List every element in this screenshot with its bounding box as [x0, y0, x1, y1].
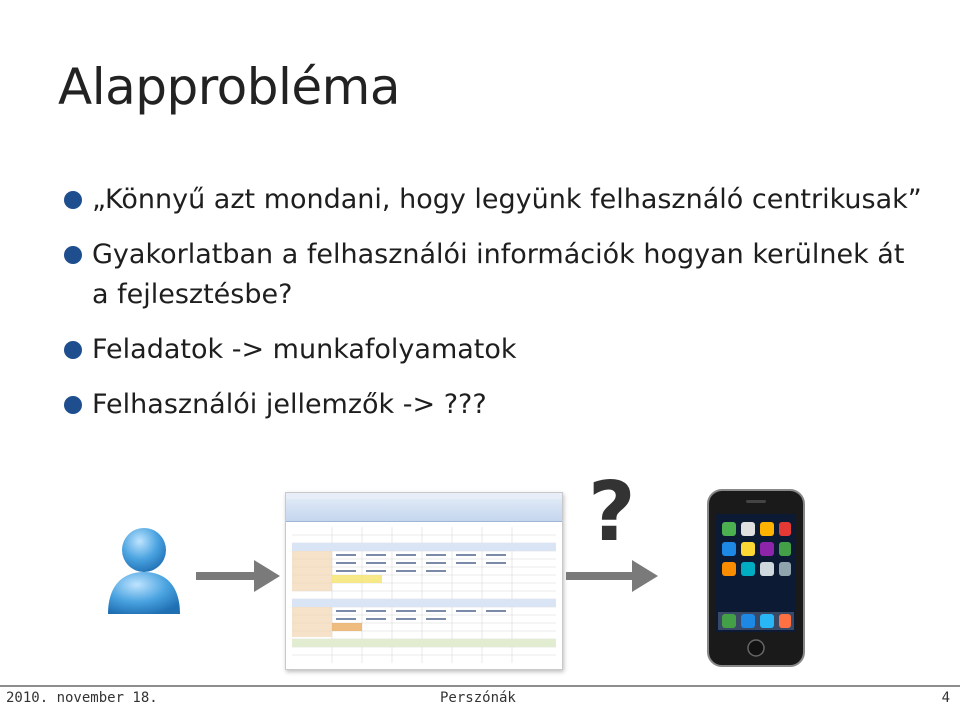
footer-divider [0, 685, 960, 687]
bullet-dot-icon [64, 341, 82, 359]
arrow-right-icon [566, 556, 658, 596]
slide-title: Alapprobléma [58, 58, 400, 116]
bullet-dot-icon [64, 191, 82, 209]
footer-date: 2010. november 18. [6, 690, 158, 706]
user-icon [104, 524, 184, 616]
bullet-dot-icon [64, 246, 82, 264]
bullet-list [64, 180, 924, 440]
smartphone-icon [706, 488, 806, 668]
bullet-item [64, 330, 924, 370]
bullet-item [64, 235, 924, 315]
arrow-right-icon [196, 556, 280, 596]
illustration [0, 465, 960, 680]
spreadsheet-image [285, 492, 563, 670]
bullet-text: „Könnyű azt mondani, hogy legyünk felhasználó centrikusak” [92, 184, 922, 215]
question-mark: ? [588, 465, 636, 560]
bullet-text: Feladatok -> munkafolyamatok [92, 334, 517, 365]
bullet-text: Felhasználói jellemzők -> ??? [92, 389, 487, 420]
bullet-item [64, 385, 924, 425]
page-number: 4 [941, 690, 950, 706]
bullet-item [64, 180, 924, 220]
footer-title: Perszónák [440, 690, 516, 706]
bullet-text: Gyakorlatban a felhasználói információk hogyan kerülnek át a fejlesztésbe? [92, 239, 905, 310]
bullet-dot-icon [64, 396, 82, 414]
